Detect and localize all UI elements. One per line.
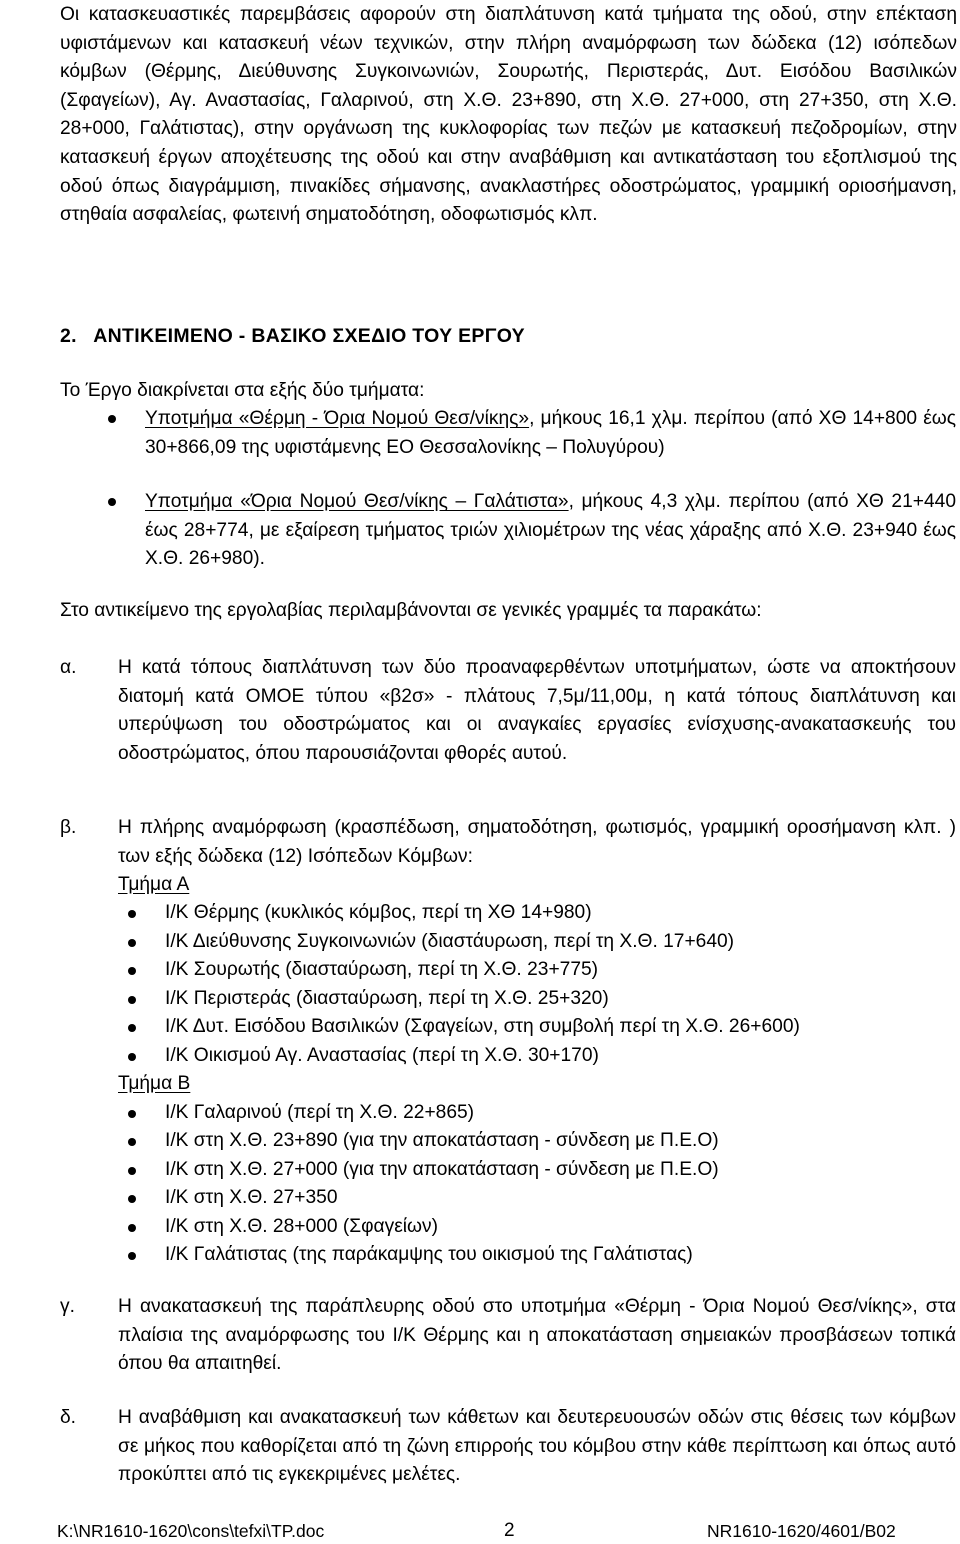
bullet-icon — [128, 1252, 136, 1260]
item-d-text: Η αναβάθμιση και ανακατασκευή των κάθετων και δευτερευουσών οδών στις θέσεις των κόμβων σε μήκος που καθορίζεται από τη ζώνη επιρροής του κόμβου στην κάθε περίπτωση και όπως αυτό προκύπτει από τις εγκεκριμένες μελέτες. — [118, 1407, 956, 1486]
bullet-icon — [108, 498, 116, 506]
bullet-icon — [128, 996, 136, 1004]
list-item: Ι/Κ Περιστεράς (διασταύρωση, περί τη Χ.Θ. 25+320) — [165, 988, 609, 1009]
list-item: Ι/Κ στη Χ.Θ. 23+890 (για την αποκατάσταση - σύνδεση με Π.Ε.Ο) — [165, 1130, 719, 1151]
footer-code: NR1610-1620/4601/B02 — [707, 1521, 896, 1541]
item-c-marker: γ. — [60, 1296, 75, 1317]
bullet-icon — [128, 1053, 136, 1061]
subsection-1-text: , μήκους 16,1 χλμ. περίπου (από ΧΘ 14+800 έως 30+866,09 της υφιστάμενης ΕΟ Θεσσαλονίκης – Πολυγύρου) — [145, 408, 956, 458]
subsection-2 — [145, 488, 956, 574]
list-item: Ι/Κ στη Χ.Θ. 27+350 — [165, 1187, 338, 1208]
list-item: Ι/Κ Γαλαρινού (περί τη Χ.Θ. 22+865) — [165, 1102, 475, 1123]
sections-intro: Το Έργο διακρίνεται στα εξής δύο τμήματα: — [60, 380, 425, 401]
bullet-icon — [128, 1167, 136, 1175]
bullet-icon — [128, 1224, 136, 1232]
section-heading: 2. ΑΝΤΙΚΕΙΜΕΝΟ - ΒΑΣΙΚΟ ΣΧΕΔΙΟ ΤΟΥ ΕΡΓΟΥ — [60, 325, 525, 347]
item-a-marker: α. — [60, 657, 77, 678]
item-d-marker: δ. — [60, 1407, 77, 1428]
bullet-icon — [128, 910, 136, 918]
item-a-text: Η κατά τόπους διαπλάτυνση των δύο προαναφερθέντων υποτμήματων, ώστε να αποκτήσουν διατομή κατά ΟΜΟΕ τύπου «β2σ» - πλάτους 7,5μ/11,00μ, η κατά τόπους διαπλάτυνση και υπερύψωση του οδοστρώματος και οι αναγκαίες εργασίες ενίσχυσης-ανακατασκευής του οδοστρώματος, όπου παρουσιάζονται φθορές αυτού. — [118, 657, 956, 764]
group-a-title: Τμήμα Α — [118, 874, 190, 895]
bullet-icon — [128, 1110, 136, 1118]
bullet-icon — [128, 1195, 136, 1203]
subsection-1-title: Υποτμήμα «Θέρμη - Όρια Νομού Θεσ/νίκης» — [145, 408, 530, 429]
list-item: Ι/Κ Σουρωτής (διασταύρωση, περί τη Χ.Θ. 23+775) — [165, 959, 599, 980]
subsection-2-title: Υποτμήμα «Όρια Νομού Θεσ/νίκης – Γαλάτιστα» — [145, 491, 569, 512]
item-b-marker: β. — [60, 817, 77, 838]
bullet-icon — [128, 967, 136, 975]
bullet-icon — [108, 415, 116, 423]
list-item: Ι/Κ Γαλάτιστας (της παράκαμψης του οικισμού της Γαλάτιστας) — [165, 1244, 693, 1265]
scope-intro: Στο αντικείμενο της εργολαβίας περιλαμβάνονται σε γενικές γραμμές τα παρακάτω: — [60, 600, 762, 621]
list-item: Ι/Κ Δυτ. Εισόδου Βασιλικών (Σφαγείων, στη συμβολή περί τη Χ.Θ. 26+600) — [165, 1016, 800, 1037]
subsection-1 — [145, 405, 956, 462]
footer-page-number: 2 — [504, 1520, 515, 1541]
list-item: Ι/Κ στη Χ.Θ. 27+000 (για την αποκατάσταση - σύνδεση με Π.Ε.Ο) — [165, 1159, 719, 1180]
list-item: Ι/Κ Οικισμού Αγ. Αναστασίας (περί τη Χ.Θ. 30+170) — [165, 1045, 599, 1066]
intro-paragraph: Οι κατασκευαστικές παρεμβάσεις αφορούν στη διαπλάτυνση κατά τμήματα της οδού, στην επέκταση υφιστάμενων και κατασκευή νέων τεχνικών, στην πλήρη αναμόρφωση των δώδεκα (12) ισόπεδων κόμβων (Θέρμης, Διεύθυνσης Συγκοινωνιών, Σουρωτής, Περιστεράς, Δυτ. Εισόδου Βασιλικών (Σφαγείων), Αγ. Αναστασίας, Γαλαρινού, στη Χ.Θ. 23+890, στη Χ.Θ. 27+000, στη 27+350, στη Χ.Θ. 28+000, Γαλάτιστας), στην οργάνωση της κυκλοφορίας των πεζών με κατασκευή πεζοδρομίων, στην κατασκευή έργων αποχέτευσης της οδού και στην αναβάθμιση και αντικατάσταση του εξοπλισμού της οδού όπως διαγράμμιση, πινακίδες σήμανσης, ανακλαστήρες οδοστρώματος, γραμμική οριοσήμανση, στηθαία ασφαλείας, φωτεινή σηματοδότηση, οδοφωτισμός κλπ. — [60, 4, 957, 226]
bullet-icon — [128, 1024, 136, 1032]
subsection-2-text: , μήκους 4,3 χλμ. περίπου (από ΧΘ 21+440 έως 28+774, με εξαίρεση τμήματος τριών χιλιομέτρων της νέας χάραξης από Χ.Θ. 23+940 έως Χ.Θ. 26+980). — [145, 491, 956, 570]
group-b-title: Τμήμα Β — [118, 1073, 191, 1094]
item-c-text: Η ανακατασκευή της παράπλευρης οδού στο υποτμήμα «Θέρμη - Όρια Νομού Θεσ/νίκης», στα πλαίσια της αναμόρφωσης του Ι/Κ Θέρμης και η αποκατάσταση σημειακών προσβάσεων τοπικά όπου θα απαιτηθεί. — [118, 1296, 956, 1375]
bullet-icon — [128, 1138, 136, 1146]
list-item: Ι/Κ στη Χ.Θ. 28+000 (Σφαγείων) — [165, 1216, 438, 1237]
list-item: Ι/Κ Θέρμης (κυκλικός κόμβος, περί τη ΧΘ 14+980) — [165, 902, 592, 923]
item-b-text: Η πλήρης αναμόρφωση (κρασπέδωση, σηματοδότηση, φωτισμός, γραμμική οροσήμανση κλπ. ) των εξής δώδεκα (12) Ισόπεδων Κόμβων: — [118, 817, 956, 867]
list-item: Ι/Κ Διεύθυνσης Συγκοινωνιών (διαστάυρωση, περί τη Χ.Θ. 17+640) — [165, 931, 735, 952]
bullet-icon — [128, 939, 136, 947]
footer-path: K:\NR1610-1620\cons\tefxi\TP.doc — [57, 1521, 325, 1541]
